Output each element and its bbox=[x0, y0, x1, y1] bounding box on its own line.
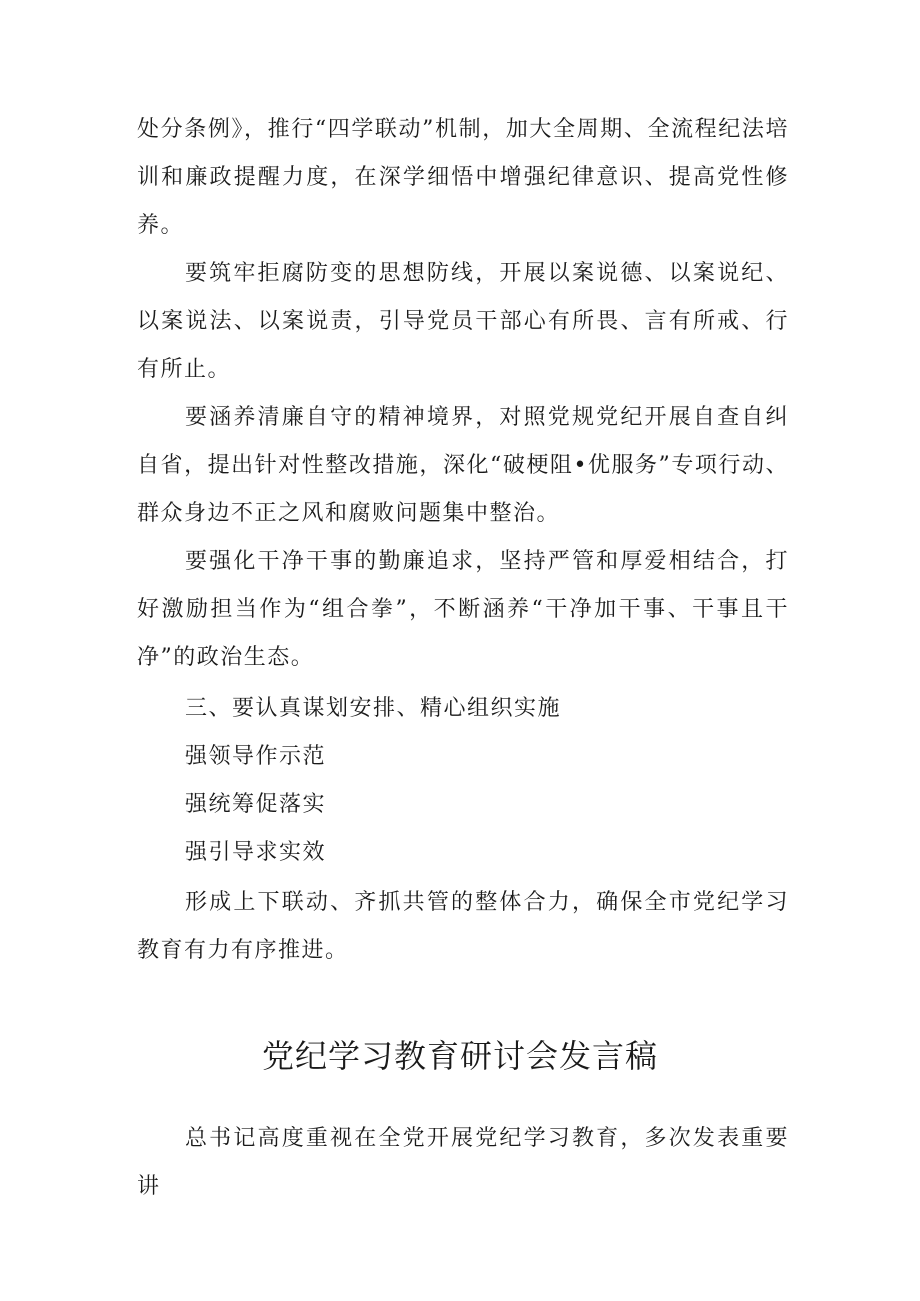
paragraph-discipline-training: 处分条例》，推行“四学联动”机制，加大全周期、全流程纪法培训和廉政提醒力度，在深学细悟中增强纪律意识、提高党性修养。 bbox=[137, 117, 789, 238]
document-title: 党纪学习教育研讨会发言稿 bbox=[261, 1037, 658, 1075]
paragraph-joint-effort: 形成上下联动、齐抓共管的整体合力，确保全市党纪学习教育有力有序推进。 bbox=[137, 890, 789, 963]
paragraph-clean-work: 要强化干净干事的勤廉追求，坚持严管和厚爱相结合，打好激励担当作为“组合拳”，不断涵养“干净加干事、干事且干净”的政治生态。 bbox=[137, 549, 789, 670]
section-heading-three: 三、要认真谋划安排、精心组织实施 bbox=[185, 696, 562, 721]
paragraph-anti-corruption-defense: 要筑牢拒腐防变的思想防线，开展以案说德、以案说纪、以案说法、以案说责，引导党员干部心有所畏、言有所戒、行有所止。 bbox=[137, 261, 789, 382]
item-coordination-implementation: 强统筹促落实 bbox=[185, 792, 327, 817]
item-guidance-results: 强引导求实效 bbox=[185, 840, 327, 865]
paragraph-opening: 总书记高度重视在全党开展党纪学习教育，多次发表重要讲 bbox=[137, 1126, 789, 1199]
paragraph-integrity-spirit: 要涵养清廉自守的精神境界，对照党规党纪开展自查自纠自省，提出针对性整改措施，深化“破梗阻•优服务”专项行动、群众身边不正之风和腐败问题集中整治。 bbox=[137, 405, 789, 526]
item-leadership-example: 强领导作示范 bbox=[185, 744, 327, 769]
